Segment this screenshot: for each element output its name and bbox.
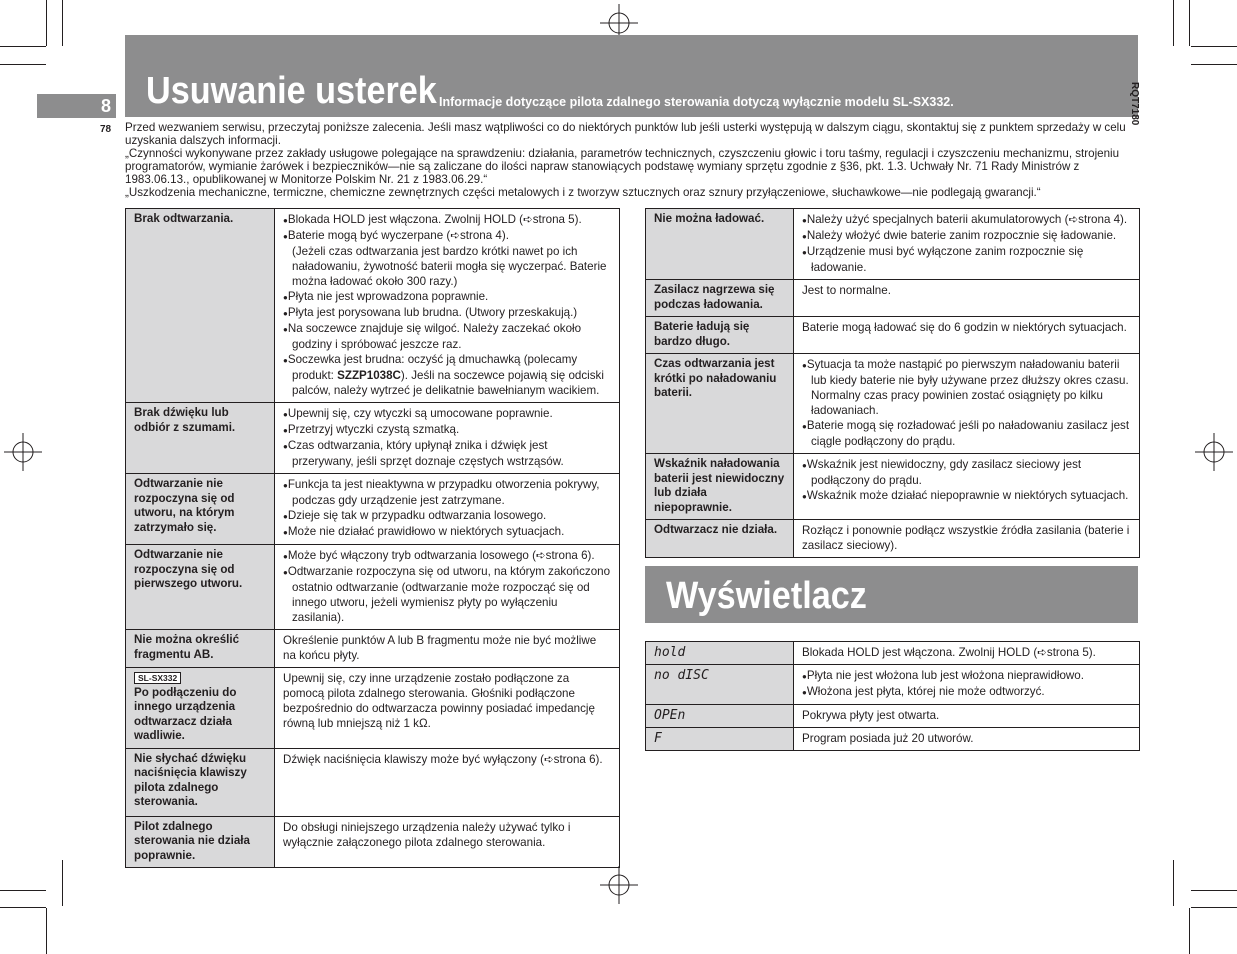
table-row bbox=[646, 209, 1140, 280]
table-row bbox=[646, 280, 1140, 317]
problem-cell: Zasilacz nagrzewa się podczas ładowania. bbox=[646, 280, 794, 317]
table-row bbox=[646, 520, 1140, 558]
solution-cell: Blokada HOLD jest włączona. Zwolnij HOLD (➪strona 5). bbox=[794, 642, 1140, 665]
table-row bbox=[646, 665, 1140, 705]
problem-cell: Brak odtwarzania. bbox=[126, 209, 275, 403]
intro-paragraph: Przed wezwaniem serwisu, przeczytaj poniższe zalecenia. Jeśli masz wątpliwości co do niektórych punktów lub jeśli usterki występują w dalszym ciągu, skontaktuj się z punktem sprzedaży w celu uzyskania dalszych informacji. bbox=[125, 121, 1126, 147]
page-sub-number: 78 bbox=[100, 124, 112, 135]
lcd-code-cell: F bbox=[646, 728, 794, 751]
problem-cell: Nie można ładować. bbox=[646, 209, 794, 280]
solution-item: ● Baterie mogą się rozładować jeśli po naładowaniu zasilacz jest ciągle podłączony do prądu. bbox=[802, 418, 1131, 449]
registration-mark bbox=[1195, 433, 1233, 471]
troubleshooting-table-right bbox=[645, 208, 1140, 558]
table-row bbox=[126, 474, 620, 545]
solution-item: ● Należy włożyć dwie baterie zanim rozpocznie się ładowanie. bbox=[802, 228, 1131, 244]
solution-item: ● Płyta nie jest włożona lub jest włożona nieprawidłowo. bbox=[802, 668, 1131, 684]
solution-cell: Upewnij się, czy inne urządzenie zostało podłączone za pomocą pilota zdalnego sterowania. Głośniki podłączone bezpośrednio do odtwarzacza powinny posiadać impedancję równą lub mniejszą niż 1 kΩ. bbox=[275, 668, 620, 749]
document-code: RQT7180 bbox=[1129, 82, 1140, 126]
solution-cell bbox=[794, 454, 1140, 520]
solution-item: ● Sytuacja ta może nastąpić po pierwszym naładowaniu baterii lub kiedy baterie nie były używane przez dłuższy okres czasu. Normalny czas pracy powinien zostać osiągnięty po kilku ładowaniach. bbox=[802, 357, 1131, 418]
intro-paragraph: „Uszkodzenia mechaniczne, termiczne, chemiczne zewnętrznych części metalowych i z tworzyw sztucznych oraz sznury przyłączeniowe, słuchawkowe—nie podlegają gwarancji.“ bbox=[125, 186, 1041, 199]
solution-cell bbox=[794, 354, 1140, 454]
display-section-title: Wyświetlacz bbox=[666, 575, 867, 617]
crop-mark bbox=[1189, 0, 1190, 46]
problem-cell: Odtwarzanie nie rozpoczyna się od pierwszego utworu. bbox=[126, 545, 275, 630]
solution-item: ● Urządzenie musi być wyłączone zanim rozpocznie się ładowanie. bbox=[802, 244, 1131, 275]
solution-cell bbox=[275, 545, 620, 630]
table-row bbox=[126, 816, 620, 868]
crop-mark bbox=[1189, 908, 1190, 954]
table-row bbox=[646, 317, 1140, 354]
solution-cell: Dźwięk naciśnięcia klawiszy może być wyłączony (➪strona 6). bbox=[275, 748, 620, 816]
table-row bbox=[126, 630, 620, 668]
crop-mark bbox=[0, 907, 46, 908]
crop-mark bbox=[1191, 890, 1237, 891]
solution-cell: Do obsługi niniejszego urządzenia należy używać tylko i wyłącznie załączonego pilota zdalnego sterowania. bbox=[275, 816, 620, 868]
solution-item: ● Płyta jest porysowana lub brudna. (Utwory przeskakują.) bbox=[283, 305, 611, 321]
solution-item: ● Płyta nie jest wprowadzona poprawnie. bbox=[283, 289, 611, 305]
problem-cell: Pilot zdalnego sterowania nie działa poprawnie. bbox=[126, 816, 275, 868]
solution-item: ● Może być włączony tryb odtwarzania losowego (➪strona 6). bbox=[283, 548, 611, 564]
problem-cell: Odtwarzanie nie rozpoczyna się od utworu, na którym zatrzymało się. bbox=[126, 474, 275, 545]
crop-mark bbox=[0, 46, 46, 47]
problem-cell: Baterie ładują się bardzo długo. bbox=[646, 317, 794, 354]
solution-item: ● Czas odtwarzania, który upłynął znika i dźwięk jest przerywany, jeśli sprzęt doznaje częstych wstrząsów. bbox=[283, 438, 611, 469]
registration-mark bbox=[600, 866, 638, 904]
solution-item: ● Baterie mogą być wyczerpane (➪strona 4). bbox=[283, 228, 611, 244]
solution-item: ● Przetrzyj wtyczki czystą szmatką. bbox=[283, 422, 611, 438]
solution-item: ● Blokada HOLD jest włączona. Zwolnij HOLD (➪strona 5). bbox=[283, 212, 611, 228]
crop-mark bbox=[1191, 46, 1237, 47]
lcd-code-cell: OPEn bbox=[646, 705, 794, 728]
problem-cell: Nie można określić fragmentu AB. bbox=[126, 630, 275, 668]
solution-item: ● Wskaźnik może działać niepoprawnie w niektórych sytuacjach. bbox=[802, 488, 1131, 504]
lcd-code-cell: hold bbox=[646, 642, 794, 665]
problem-cell: Nie słychać dźwięku naciśnięcia klawiszy pilota zdalnego sterowania. bbox=[126, 748, 275, 816]
crop-mark bbox=[62, 860, 63, 906]
solution-cell bbox=[275, 403, 620, 474]
troubleshooting-table-left bbox=[125, 208, 620, 868]
table-row bbox=[646, 728, 1140, 751]
page-number: 8 bbox=[100, 96, 111, 116]
table-row bbox=[646, 642, 1140, 665]
page-title: Usuwanie usterek bbox=[146, 70, 437, 112]
crop-mark bbox=[0, 64, 46, 65]
solution-item: ● Na soczewce znajduje się wilgoć. Należy zaczekać około godziny i spróbować jeszcze raz. bbox=[283, 321, 611, 352]
table-row bbox=[126, 403, 620, 474]
model-tag: SL-SX332 bbox=[134, 672, 181, 684]
crop-mark bbox=[46, 0, 47, 46]
lcd-code-cell: no dISC bbox=[646, 665, 794, 705]
solution-cell bbox=[794, 665, 1140, 705]
intro-paragraph: „Czynności wykonywane przez zakłady usługowe polegające na sprawdzeniu: działania, parametrów technicznych, czyszczeniu głowic i toru taśmy, regulacji i czyszczeniu mechanizmu, strojeniu programatorów, wymianie żarówek i bezpieczników—nie są zaliczane do ilości napraw stanowiących podstawę wymiany sprzętu zgodnie z §36, pkt. 1.3. Uchwały Nr. 71 Rady Ministrów z 1983.06.13., opublikowanej w Monitorze Polskim Nr. 21 z 1983.06.29.“ bbox=[125, 147, 1120, 186]
solution-item: ● Upewnij się, czy wtyczki są umocowane poprawnie. bbox=[283, 406, 611, 422]
solution-cell: Pokrywa płyty jest otwarta. bbox=[794, 705, 1140, 728]
display-table bbox=[645, 641, 1140, 751]
crop-mark bbox=[1191, 907, 1237, 908]
table-row bbox=[126, 209, 620, 403]
crop-mark bbox=[1191, 64, 1237, 65]
table-row bbox=[126, 545, 620, 630]
solution-cell bbox=[275, 474, 620, 545]
registration-mark bbox=[4, 433, 42, 471]
solution-cell bbox=[275, 209, 620, 403]
crop-mark bbox=[46, 908, 47, 954]
problem-cell: Odtwarzacz nie działa. bbox=[646, 520, 794, 558]
header-band bbox=[125, 35, 1138, 117]
page-tab bbox=[37, 94, 116, 118]
product-code: SZZP1038C bbox=[337, 369, 401, 382]
solution-cell: Program posiada już 20 utworów. bbox=[794, 728, 1140, 751]
solution-cell: Baterie mogą ładować się do 6 godzin w niektórych sytuacjach. bbox=[794, 317, 1140, 354]
solution-cell: Rozłącz i ponownie podłącz wszystkie źródła zasilania (baterie i zasilacz sieciowy). bbox=[794, 520, 1140, 558]
table-row bbox=[646, 454, 1140, 520]
solution-cell: Określenie punktów A lub B fragmentu może nie być możliwe na końcu płyty. bbox=[275, 630, 620, 668]
solution-item: ● Należy użyć specjalnych baterii akumulatorowych (➪strona 4). bbox=[802, 212, 1131, 228]
solution-item: ● Może nie działać prawidłowo w niektórych sytuacjach. bbox=[283, 524, 611, 540]
solution-item: ● Odtwarzanie rozpoczyna się od utworu, na którym zakończono ostatnio odtwarzanie (odtwarzanie może rozpocząć się od innego utworu, jeżeli wymienisz płyty po wyłączeniu zasilania). bbox=[283, 564, 611, 625]
table-row bbox=[126, 748, 620, 816]
table-row bbox=[126, 668, 620, 749]
crop-mark bbox=[0, 890, 46, 891]
intro-text bbox=[125, 121, 1140, 199]
display-section-band bbox=[645, 566, 1138, 623]
solution-item: ● Wskaźnik jest niewidoczny, gdy zasilacz sieciowy jest podłączony do prądu. bbox=[802, 457, 1131, 488]
problem-cell: Czas odtwarzania jest krótki po naładowaniu baterii. bbox=[646, 354, 794, 454]
solution-item: ● Dzieje się tak w przypadku odtwarzania losowego. bbox=[283, 508, 611, 524]
header-note: Informacje dotyczące pilota zdalnego sterowania dotyczą wyłącznie modelu SL-SX332. bbox=[439, 95, 954, 109]
problem-cell bbox=[126, 668, 275, 749]
crop-mark bbox=[1173, 860, 1174, 906]
problem-cell: Wskaźnik naładowania baterii jest niewidoczny lub działa niepoprawnie. bbox=[646, 454, 794, 520]
solution-cell: Jest to normalne. bbox=[794, 280, 1140, 317]
solution-item: ● Włożona jest płyta, której nie może odtworzyć. bbox=[802, 684, 1131, 700]
solution-note: (Jeżeli czas odtwarzania jest bardzo krótki nawet po ich naładowaniu, żywotność baterii mogła się wyczerpać. Baterie można ładować około 300 razy.) bbox=[292, 245, 607, 288]
problem-text: Po podłączeniu do innego urządzenia odtwarzacz działa wadliwie. bbox=[134, 685, 237, 742]
table-row bbox=[646, 705, 1140, 728]
crop-mark bbox=[1173, 0, 1174, 46]
crop-mark bbox=[62, 0, 63, 46]
solution-item: ● Funkcja ta jest nieaktywna w przypadku otworzenia pokrywy, podczas gdy urządzenie jest zatrzymane. bbox=[283, 477, 611, 508]
table-row bbox=[646, 354, 1140, 454]
problem-cell: Brak dźwięku lub odbiór z szumami. bbox=[126, 403, 275, 474]
solution-item: ● Soczewka jest brudna: oczyść ją dmuchawką (polecamy produkt: SZZP1038C). Jeśli na soczewce pojawią się odciski palców, należy wytrzeć je delikatnie bawełnianym wacikiem. bbox=[283, 352, 611, 398]
solution-cell bbox=[794, 209, 1140, 280]
